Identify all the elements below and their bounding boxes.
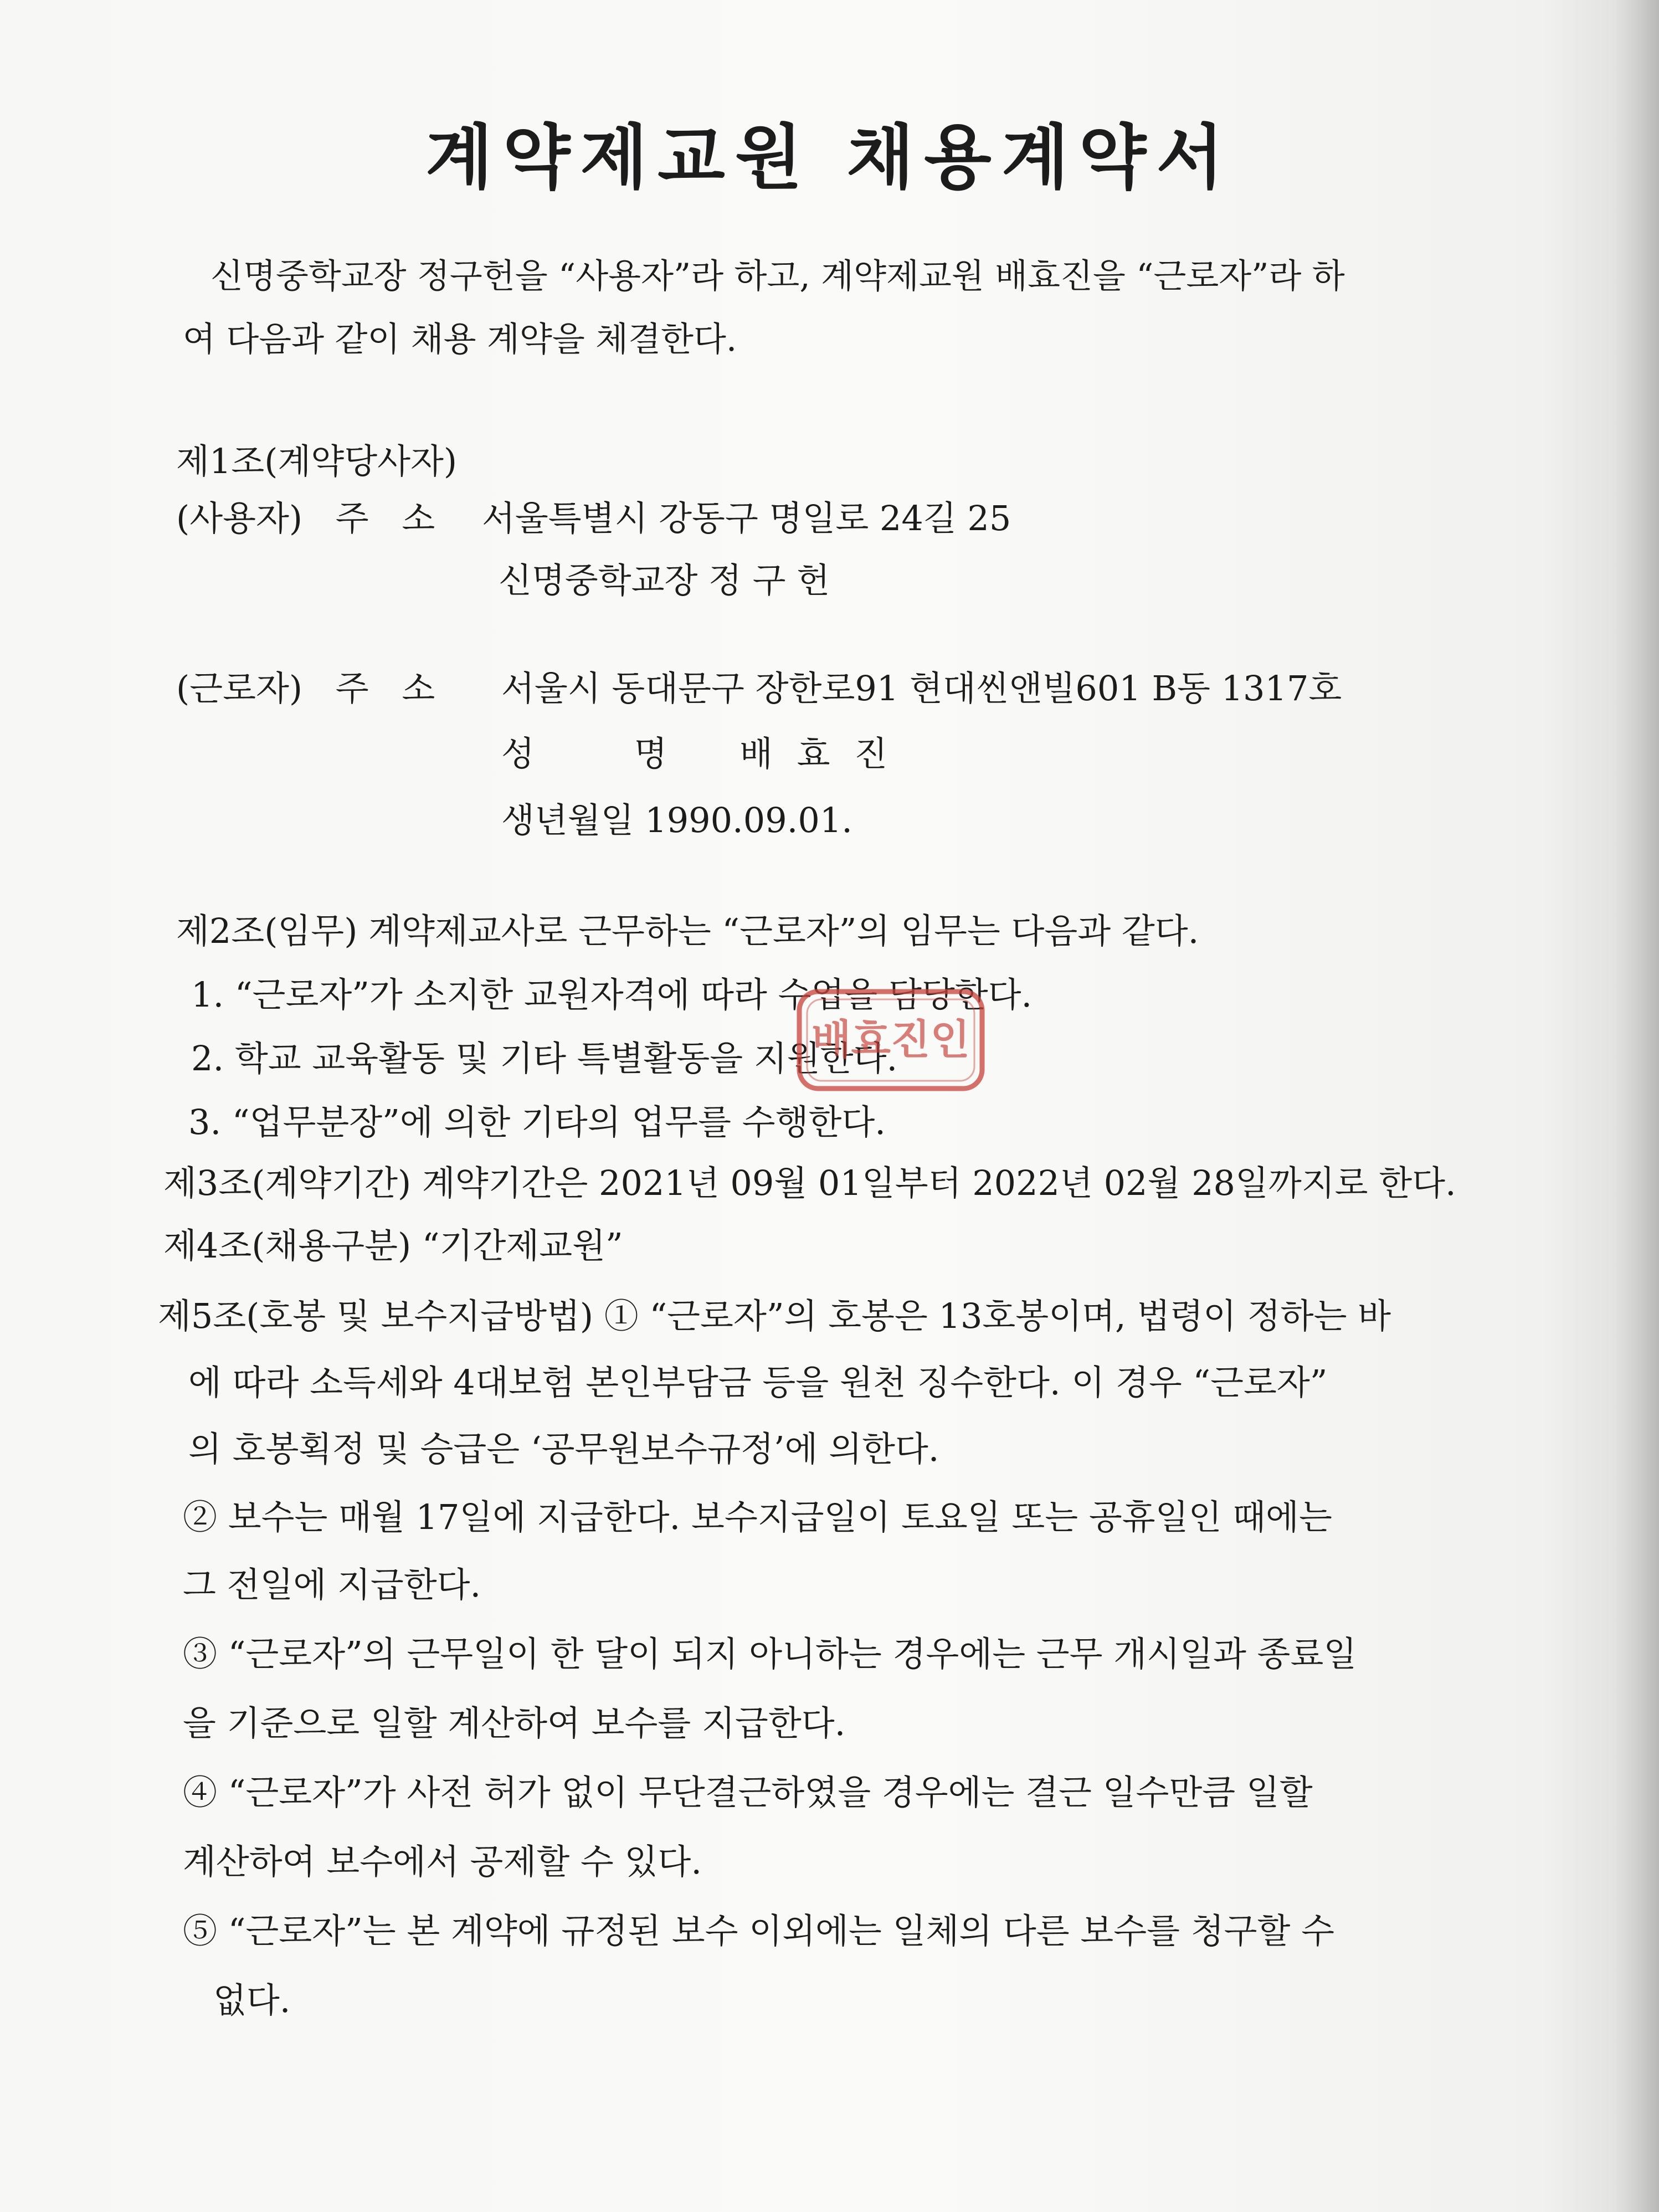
article5-line-6: ③ “근로자”의 근무일이 한 달이 되지 아니하는 경우에는 근무 개시일과 종료일 [183,1634,1357,1674]
article5-line-8: ④ “근로자”가 사전 허가 없이 무단결근하였을 경우에는 결근 일수만큼 일할 [183,1772,1313,1813]
article5-line-9: 계산하여 보수에서 공제할 수 있다. [183,1841,702,1882]
red-name-seal-stamp [794,981,993,1097]
article1-heading: 제1조(계약당사자) [176,441,458,481]
article5-line-2: 에 따라 소득세와 4대보험 본인부담금 등을 원천 징수한다. 이 경우 “근로자” [188,1362,1328,1403]
article5-line-1: 제5조(호봉 및 보수지급방법) ① “근로자”의 호봉은 13호봉이며, 법령이 정하는 바 [158,1296,1391,1336]
worker-label: (근로자) 주 소 [176,668,435,709]
article2-item-3: 3. “업무분장”에 의한 기타의 업무를 수행한다. [188,1102,886,1142]
article4: 제4조(채용구분) “기간제교원” [163,1225,623,1266]
article5-line-10: ⑤ “근로자”는 본 계약에 규정된 보수 이외에는 일체의 다른 보수를 청구할 수 [183,1911,1335,1951]
page-edge-shadow [1615,0,1659,2212]
article2-item-1: 1. “근로자”가 소지한 교원자격에 따라 수업을 담당한다. [191,974,1033,1015]
intro-line-1: 신명중학교장 정구헌을 “사용자”라 하고, 계약제교원 배효진을 “근로자”라 하 [210,256,1345,296]
employer-name: 신명중학교장 정 구 헌 [499,560,830,601]
article2-heading: 제2조(임무) 계약제교사로 근무하는 “근로자”의 임무는 다음과 같다. [176,911,1199,951]
article5-line-11: 없다. [213,1980,291,2020]
article5-line-5: 그 전일에 지급한다. [183,1564,481,1605]
article5-line-3: 의 호봉획정 및 승급은 ‘공무원보수규정’에 의한다. [188,1429,939,1469]
worker-name-label: 성 명 [501,733,667,774]
employer-label: (사용자) 주 소 [176,498,435,538]
article5-line-7: 을 기준으로 일할 계산하여 보수를 지급한다. [183,1703,846,1743]
worker-dob: 생년월일 1990.09.01. [501,800,852,840]
employer-address: 서울특별시 강동구 명일로 24길 25 [482,498,1011,538]
intro-line-2: 여 다음과 같이 채용 계약을 체결한다. [183,320,737,359]
document-title: 계약제교원 채용계약서 [425,117,1234,198]
article3: 제3조(계약기간) 계약기간은 2021년 09월 01일부터 2022년 02월 28일까지로 한다. [163,1163,1456,1203]
worker-name-value: 배 효 진 [739,733,888,774]
worker-address: 서울시 동대문구 장한로91 현대씬앤빌601 B동 1317호 [501,668,1342,709]
seal-text: 배효진인 [811,1016,970,1064]
article5-line-4: ② 보수는 매월 17일에 지급한다. 보수지급일이 토요일 또는 공휴일인 때에는 [183,1497,1332,1537]
article2-item-2: 2. 학교 교육활동 및 기타 특별활동을 지원한다. [191,1038,898,1079]
